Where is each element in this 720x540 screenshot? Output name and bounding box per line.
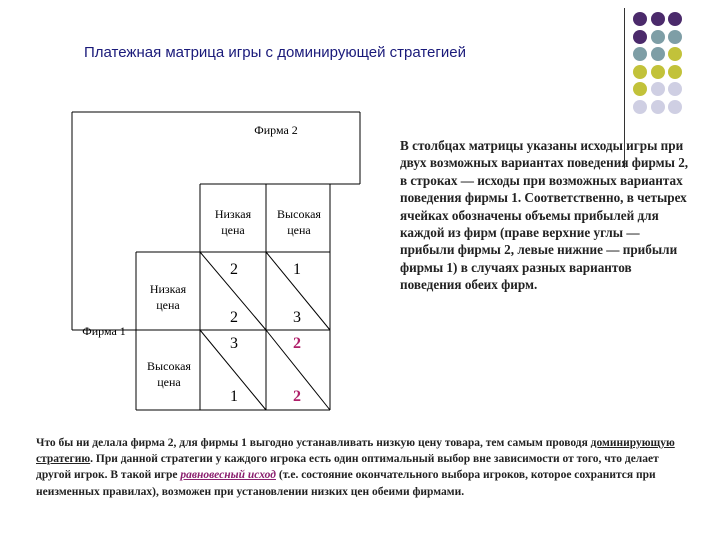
- payoff-firm2-high-high: 2: [293, 335, 301, 352]
- payoff-firm1-low-low: 2: [230, 309, 238, 326]
- column-high-price-label: Высокая цена: [277, 207, 321, 237]
- dominant-strategy-link[interactable]: доминирующую стратегию: [36, 437, 675, 466]
- column-low-price-label: Низкая цена: [214, 207, 252, 237]
- payoff-firm1-high-low: 1: [230, 388, 238, 405]
- firm1-label: Фирма 1: [82, 324, 126, 338]
- payoff-firm2-low-high: 1: [293, 261, 301, 278]
- conclusion-text-part2: . При данной стратегии у каждого игрока есть один оптимальный выбор вне зависимости от того, что делает другой игрок. В такой игре: [36, 453, 659, 482]
- matrix-explanation-text: В столбцах матрицы указаны исходы игры при двух возможных вариантах поведения фирмы 2, в строках — исходы при возможных вариантах поведения фирмы 1. Соответственно, в четырех ячейках обозначены объемы прибылей для каждой из фирм (праве верхние углы — прибыли фирмы 2, левые нижние — прибыли фирмы 1) в случаях разных вариантов поведения обеих фирм.: [400, 138, 689, 293]
- firm2-label: Фирма 2: [254, 123, 298, 137]
- conclusion-paragraph: [36, 435, 691, 500]
- payoff-firm2-low-low: 2: [230, 261, 238, 278]
- page-title: Платежная матрица игры с доминирующей стратегией: [84, 44, 466, 61]
- row-low-price-label: Низкая цена: [149, 282, 187, 312]
- payoff-firm1-high-high: 2: [293, 388, 301, 405]
- conclusion-text-part1: Что бы ни делала фирма 2, для фирмы 1 выгодно устанавливать низкую цену товара, тем самым проводя: [36, 437, 591, 449]
- equilibrium-outcome-link[interactable]: равновесный исход: [180, 469, 276, 482]
- payoff-firm2-high-low: 3: [230, 335, 238, 352]
- row-high-price-label: Высокая цена: [147, 359, 191, 389]
- conclusion-text-part3: (т.е. состояние окончательного выбора игроков, которое сохранится при неизменных правилах), возможен при установлении низких цен обеими фирмами.: [36, 469, 656, 498]
- payoff-firm1-low-high: 3: [293, 309, 301, 326]
